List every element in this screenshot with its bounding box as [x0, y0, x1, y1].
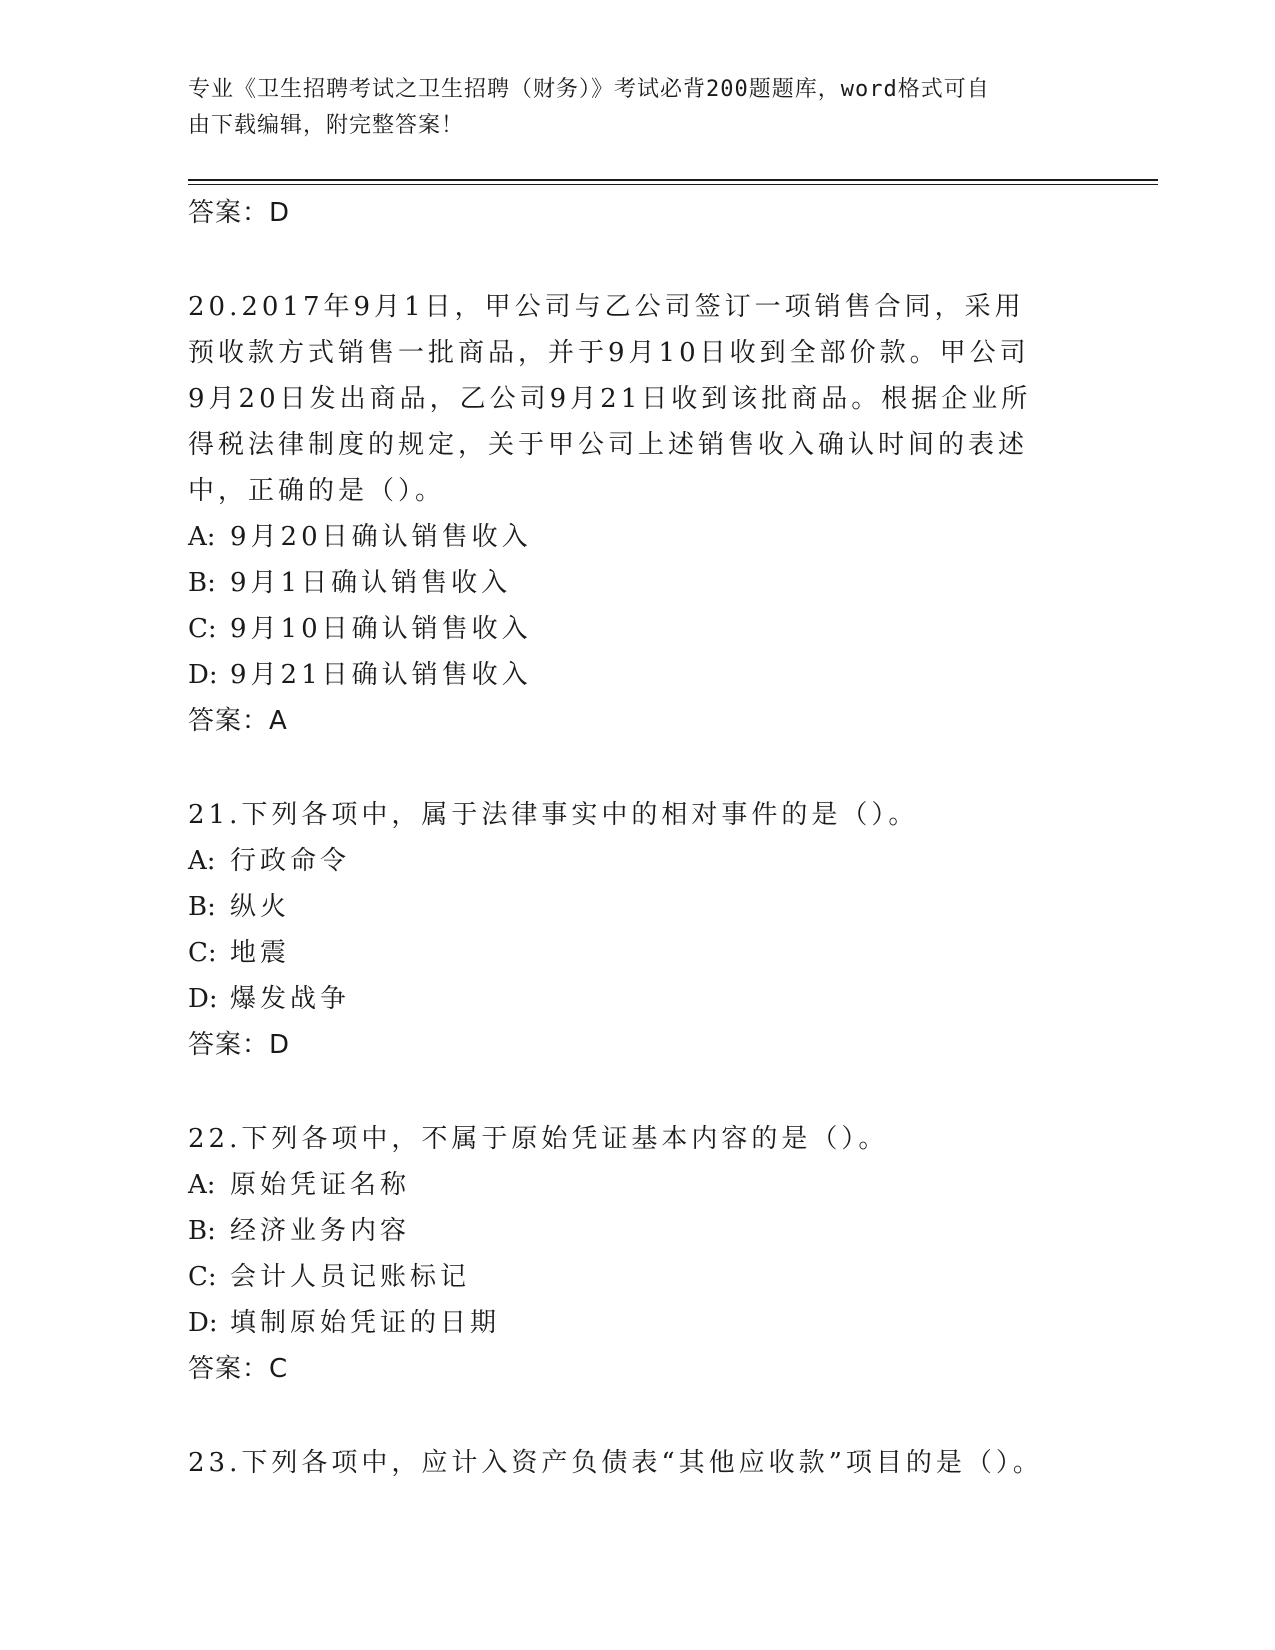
- option-letter: C:: [188, 938, 217, 968]
- question-21: [188, 792, 1088, 1068]
- option-text: 会计人员记账标记: [230, 1262, 471, 1292]
- option-d: [188, 976, 1088, 1022]
- option-text: 9月10日确认销售收入: [230, 614, 532, 644]
- option-b: [188, 1208, 1088, 1254]
- header-divider-thin: [188, 184, 1158, 185]
- option-a: [188, 838, 1088, 884]
- option-letter: B:: [188, 1216, 216, 1246]
- option-letter: D:: [188, 984, 218, 1014]
- option-b: [188, 884, 1088, 930]
- option-letter: A:: [188, 846, 216, 876]
- option-d: [188, 652, 1088, 698]
- option-a: [188, 514, 1088, 560]
- option-letter: A:: [188, 522, 216, 552]
- option-text: 9月20日确认销售收入: [230, 522, 532, 552]
- question-23: [188, 1440, 1088, 1486]
- option-text: 经济业务内容: [230, 1216, 411, 1246]
- question-stem: 20.2017年9月1日，甲公司与乙公司签订一项销售合同，采用预收款方式销售一批商品，并于9月10日收到全部价款。甲公司9月20日发出商品，乙公司9月21日收到该批商品。根据企业所得税法律制度的规定，关于甲公司上述销售收入确认时间的表述中，正确的是（）。: [188, 292, 1032, 506]
- answer-line: 答案：D: [188, 198, 291, 228]
- option-a: [188, 1162, 1088, 1208]
- option-b: [188, 560, 1088, 606]
- answer-line: 答案：A: [188, 706, 288, 736]
- option-text: 地震: [230, 938, 291, 968]
- option-c: [188, 930, 1088, 976]
- option-text: 爆发战争: [230, 984, 351, 1014]
- option-c: [188, 1254, 1088, 1300]
- option-text: 原始凭证名称: [230, 1170, 411, 1200]
- answer-line: 答案：D: [188, 1030, 291, 1060]
- answer-line: 答案：C: [188, 1354, 289, 1384]
- option-letter: B:: [188, 892, 216, 922]
- option-text: 9月1日确认销售收入: [230, 568, 512, 598]
- header-divider-thick: [188, 179, 1158, 181]
- document-header: [188, 72, 1068, 144]
- question-list: [188, 190, 1088, 1486]
- option-text: 行政命令: [230, 846, 351, 876]
- question-stem: 21.下列各项中，属于法律事实中的相对事件的是（）。: [188, 800, 919, 830]
- option-text: 纵火: [230, 892, 291, 922]
- option-text: 填制原始凭证的日期: [230, 1308, 501, 1338]
- option-letter: C:: [188, 1262, 217, 1292]
- option-d: [188, 1300, 1088, 1346]
- question-stem: 22.下列各项中，不属于原始凭证基本内容的是（）。: [188, 1124, 889, 1154]
- option-letter: C:: [188, 614, 217, 644]
- option-letter: D:: [188, 1308, 218, 1338]
- option-letter: B:: [188, 568, 216, 598]
- option-letter: D:: [188, 660, 218, 690]
- header-line-2: 由下载编辑，附完整答案！: [188, 113, 465, 138]
- question-stem: 23.下列各项中，应计入资产负债表“其他应收款”项目的是（）。: [188, 1448, 1043, 1478]
- option-c: [188, 606, 1088, 652]
- option-letter: A:: [188, 1170, 216, 1200]
- header-line-1: 专业《卫生招聘考试之卫生招聘（财务）》考试必背200题题库，word格式可自: [188, 77, 990, 102]
- question-20: [188, 284, 1088, 744]
- option-text: 9月21日确认销售收入: [230, 660, 532, 690]
- question-22: [188, 1116, 1088, 1392]
